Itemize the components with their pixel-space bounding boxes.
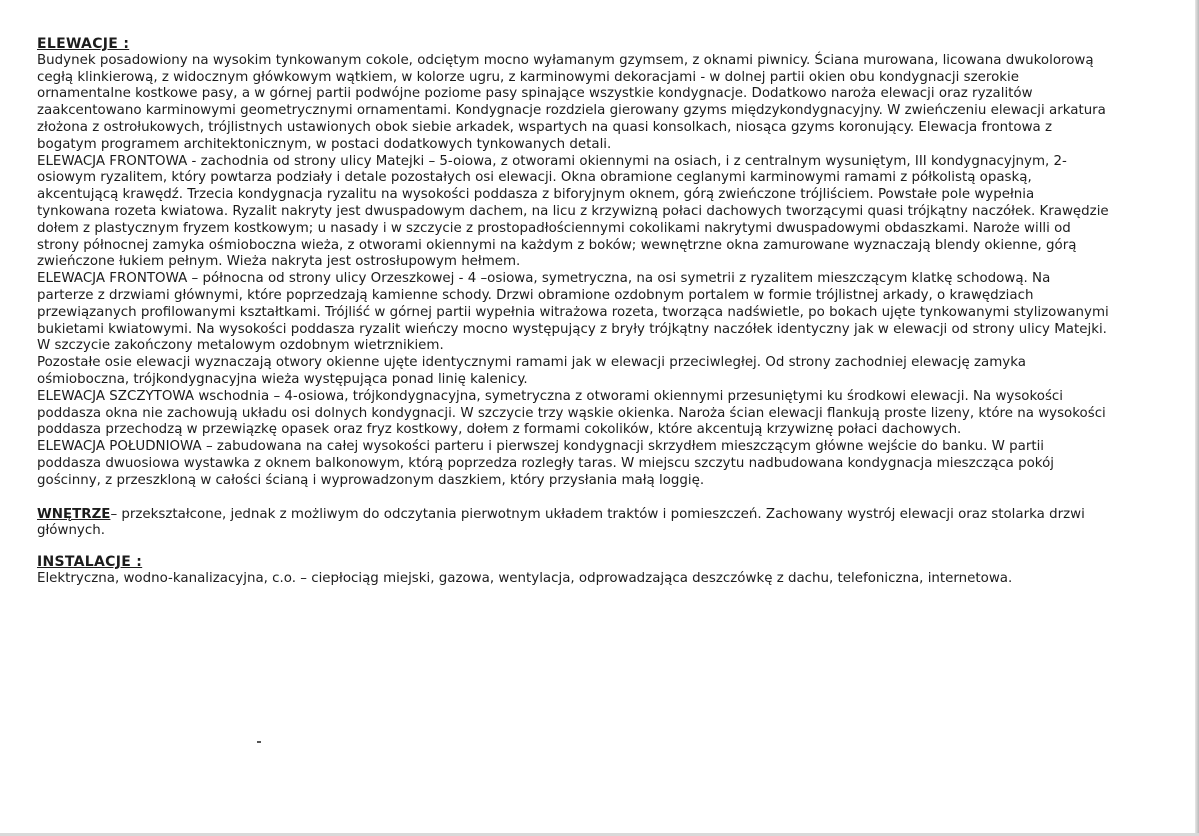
elewacje-line: dołem z plastycznym fryzem kostkowym; u nasady i w szczycie z prostopadłościennymi cokolikami nakrytymi dwuspadowymi obdaszkami. Naroże willi od — [37, 220, 1071, 236]
scan-edge-right — [1195, 0, 1199, 836]
wnetrze-line-1 — [37, 507, 1157, 524]
elewacje-line: zwieńczone łukiem pełnym. Wieża nakryta jest ostrosłupowym hełmem. — [37, 254, 521, 270]
scan-speck — [257, 741, 261, 743]
wnetrze-section — [37, 507, 1157, 541]
instalacje-heading: INSTALACJE : — [37, 554, 143, 571]
elewacje-line: tynkowana rozeta kwiatowa. Ryzalit nakryty jest dwuspadowym dachem, na licu z krzywizną połaci dachowych tworzącymi quasi trójkątny naczółek. Krawędzie — [37, 203, 1109, 219]
wnetrze-text: – przekształcone, jednak z możliwym do odczytania pierwotnym układem traktów i pomieszczeń. Zachowany wystrój elewacji oraz stolarka drzwi — [110, 506, 1085, 522]
elewacje-line: osiowym ryzalitem, który powtarza podziały i detale pozostałych osi elewacji. Okna obramione ceglanymi karminowymi ramami z półkolistą opaską, — [37, 170, 1032, 186]
elewacje-line: ośmioboczna, trójkondygnacyjna wieża występująca ponad linię kalenicy. — [37, 371, 528, 387]
elewacje-line: złożona z ostrołukowych, trójlistnych ustawionych obok siebie arkadek, wspartych na quasi konsolkach, niosąca gzyms koronujący. Elewacja frontowa z — [37, 119, 1053, 135]
elewacje-body — [37, 53, 1157, 490]
elewacje-line: bogatym programem architektonicznym, w postaci dodatkowych tynkowanych detali. — [37, 136, 612, 152]
elewacje-line: przewiązanych profilowanymi kształtkami. Trójliść w górnej partii wypełnia witrażowa rozeta, tworząca nadświetle, po bokach ujęte tynkowanymi stylizowanymi — [37, 304, 1109, 320]
elewacje-line: poddasza przechodzą w przewiązkę opasek oraz fryz kostkowy, dołem z formami cokolików, które akcentują krzywiznę połaci dachowych. — [37, 422, 962, 438]
elewacje-line: ELEWACJA POŁUDNIOWA – zabudowana na całej wysokości parteru i pierwszej kondygnacji skrzydłem mieszczącym główne wejście do banku. W partii — [37, 439, 1045, 455]
elewacje-line: cegłą klinkierową, z widocznym główkowym wątkiem, w kolorze ugru, z karminowymi dekoracjami - w dolnej partii okien obu kondygnacji szerokie — [37, 69, 1019, 85]
elewacje-heading: ELEWACJE : — [37, 36, 130, 52]
elewacje-line: ornamentalne kostkowe pasy, a w górnej partii podwójne poziome pasy spinające wszystkie kondygnacje. Dodatkowo naroża elewacji oraz ryzalitów — [37, 86, 1033, 102]
elewacje-line: strony północnej zamyka ośmioboczna wieża, z otworami okiennymi na każdym z boków; wewnętrzne okna zamurowane wyznaczają blendy okienne, górą — [37, 237, 1077, 253]
elewacje-line: ELEWACJA SZCZYTOWA wschodnia – 4-osiowa, trójkondygnacyjna, symetryczna z otworami okiennymi przesuniętymi ku środkowi elewacji. Na wysokości — [37, 388, 1064, 404]
document-page — [37, 36, 1157, 588]
elewacje-line: ELEWACJA FRONTOWA - zachodnia od strony ulicy Matejki – 5-oiowa, z otworami okiennymi na osiach, i z centralnym wysuniętym, III kondygnacyjnym, 2- — [37, 153, 1067, 169]
elewacje-line: Budynek posadowiony na wysokim tynkowanym cokole, odciętym mocno wyłamanym gzymsem, z oknami piwnicy. Ściana murowana, licowana dwukolorową — [37, 52, 1094, 68]
elewacje-line: akcentującą krawędź. Trzecia kondygnacja ryzalitu na wysokości poddasza z biforyjnym oknem, górą zwieńczone trójliściem. Powstałe pole wypełnia — [37, 187, 1035, 203]
instalacje-text: Elektryczna, wodno-kanalizacyjna, c.o. – ciepłociąg miejski, gazowa, wentylacja, odprowadzająca deszczówkę z dachu, telefoniczna, internetowa. — [37, 570, 1013, 586]
elewacje-line: bukietami kwiatowymi. Na wysokości poddasza ryzalit wieńczy mocno występujący z bryły trójkątny naczółek identyczny jak w elewacji od strony ulicy Matejki. — [37, 321, 1107, 337]
elewacje-line: poddasza okna nie zachowują układu osi dolnych kondygnacji. W szczycie trzy wąskie okienka. Naroża ścian elewacji flankują proste lizeny, które na wysokości — [37, 405, 1106, 421]
elewacje-line: ELEWACJA FRONTOWA – północna od strony ulicy Orzeszkowej - 4 –osiowa, symetryczna, na osi symetrii z ryzalitem mieszczącym klatkę schodową. Na — [37, 271, 1051, 287]
elewacje-line: parterze z drzwiami głównymi, które poprzedzają kamienne schody. Drzwi obramione ozdobnym portalem w formie trójlistnej arkady, o krawędziach — [37, 287, 1034, 303]
elewacje-line: W szczycie zakończony metalowym ozdobnym wietrznikiem. — [37, 338, 444, 354]
wnetrze-line-2: głównych. — [37, 523, 105, 539]
elewacje-line: poddasza dwuosiowa wystawka z oknem balkonowym, którą poprzedza rozległy taras. W miejscu szczytu nadbudowana kondygnacja mieszcząca pokój — [37, 455, 1054, 471]
instalacje-body — [37, 571, 1157, 588]
wnetrze-heading: WNĘTRZE — [37, 506, 111, 522]
elewacje-line: Pozostałe osie elewacji wyznaczają otwory okienne ujęte identycznymi ramami jak w elewacji przeciwległej. Od strony zachodniej elewację zamyka — [37, 355, 1026, 371]
elewacje-line: gościnny, z przeszkloną w całości ścianą i wyprowadzonym daszkiem, który przysłania małą loggię. — [37, 472, 705, 488]
elewacje-line: zaakcentowano karminowymi geometrycznymi ornamentami. Kondygnacje rozdziela gierowany gzyms międzykondygnacyjny. W zwieńczeniu elewacji arkatura — [37, 103, 1106, 119]
